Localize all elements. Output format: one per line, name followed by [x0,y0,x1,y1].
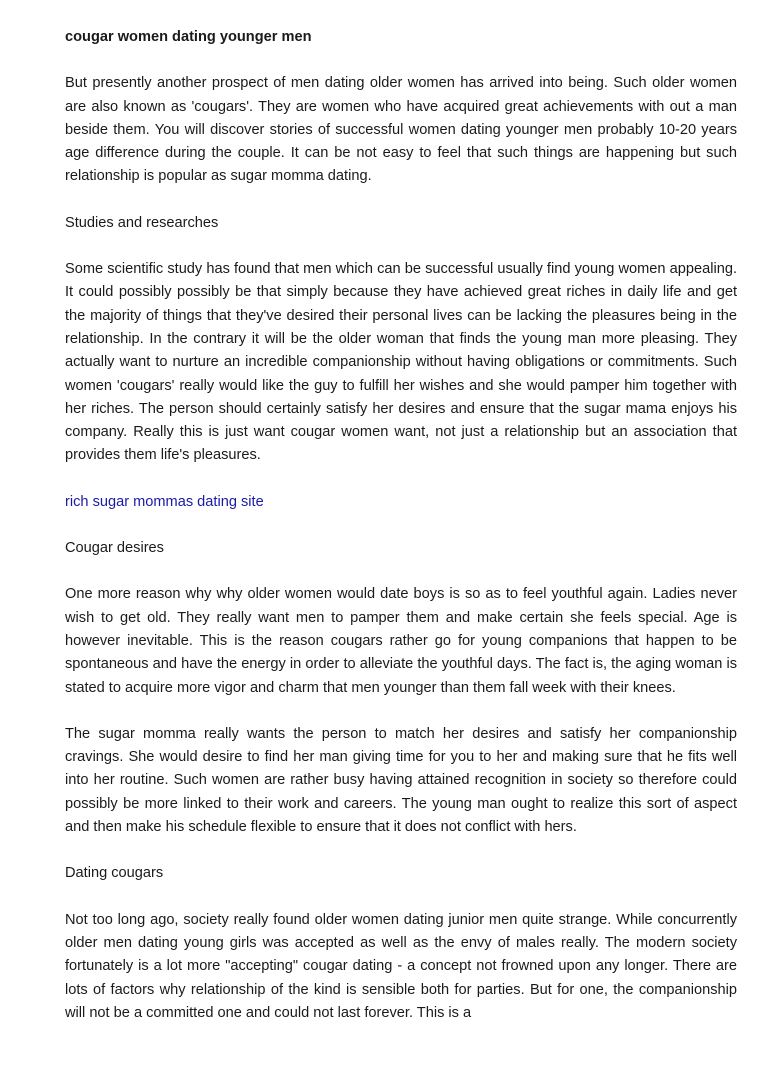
section-heading-desires: Cougar desires [65,540,164,557]
section-heading-studies: Studies and researches [65,214,219,231]
dating-paragraph: Not too long ago, society really found older women dating junior men quite strange. While concurrently older men dating young girls was accepted as well as the envy of males really. The modern society fortunately is a lot more "accepting" cougar dating - a concept not frowned upon any longer. There are lots of factors why relationship of the kind is sensible both for parties. But for one, the companionship will not be a committed one and could not last forever. This is a [65,911,737,1021]
document-page [65,26,737,1048]
studies-paragraph: Some scientific study has found that men which can be successful usually find young women appealing. It could possibly possibly be that simply because they have achieved great riches in daily life and get the majority of things that they've desired their personal lives can be lacking the pleasures being in the relationship. In the contrary it will be the older woman that finds the young man more pleasing. They actually want to nurture an incredible companionship without having obligations or commitments. Such women 'cougars' really would like the guy to fulfill her wishes and she would pamper him together with her riches. The person should certainly satisfy her desires and ensure that the sugar mama enjoys his company. Really this is just want cougar women want, not just a relationship but an association that provides them life's pleasures. [65,261,737,464]
section-heading-dating: Dating cougars [65,865,164,882]
document-title: cougar women dating younger men [65,29,312,45]
sugar-mommas-link[interactable]: rich sugar mommas dating site [65,493,264,510]
desires-paragraph-2: The sugar momma really wants the person to match her desires and satisfy her companionship cravings. She would desire to find her man giving time for you to her and making sure that he fits well into her routine. Such women are rather busy having attained recognition in society so therefore could possibly be more linked to their work and careers. The young man ought to realize this sort of aspect and then make his schedule flexible to ensure that it does not conflict with hers. [65,725,737,836]
intro-paragraph: But presently another prospect of men dating older women has arrived into being. Such older women are also known as 'cougars'. They are women who have acquired great achievements with out a man beside them. You will discover stories of successful women dating younger men probably 10-20 years age difference during the couple. It can be not easy to feel that such things are happening but such relationship is popular as sugar momma dating. [65,75,737,185]
desires-paragraph-1: One more reason why why older women would date boys is so as to feel youthful again. Ladies never wish to get old. They really want men to pamper them and make certain she feels special. Age is however inevitable. This is the reason cougars rather go for young companions that happen to be spontaneous and have the energy in order to alleviate the youthful days. The fact is, the aging woman is stated to acquire more vigor and charm that men younger than them fall week with their knees. [65,586,737,696]
